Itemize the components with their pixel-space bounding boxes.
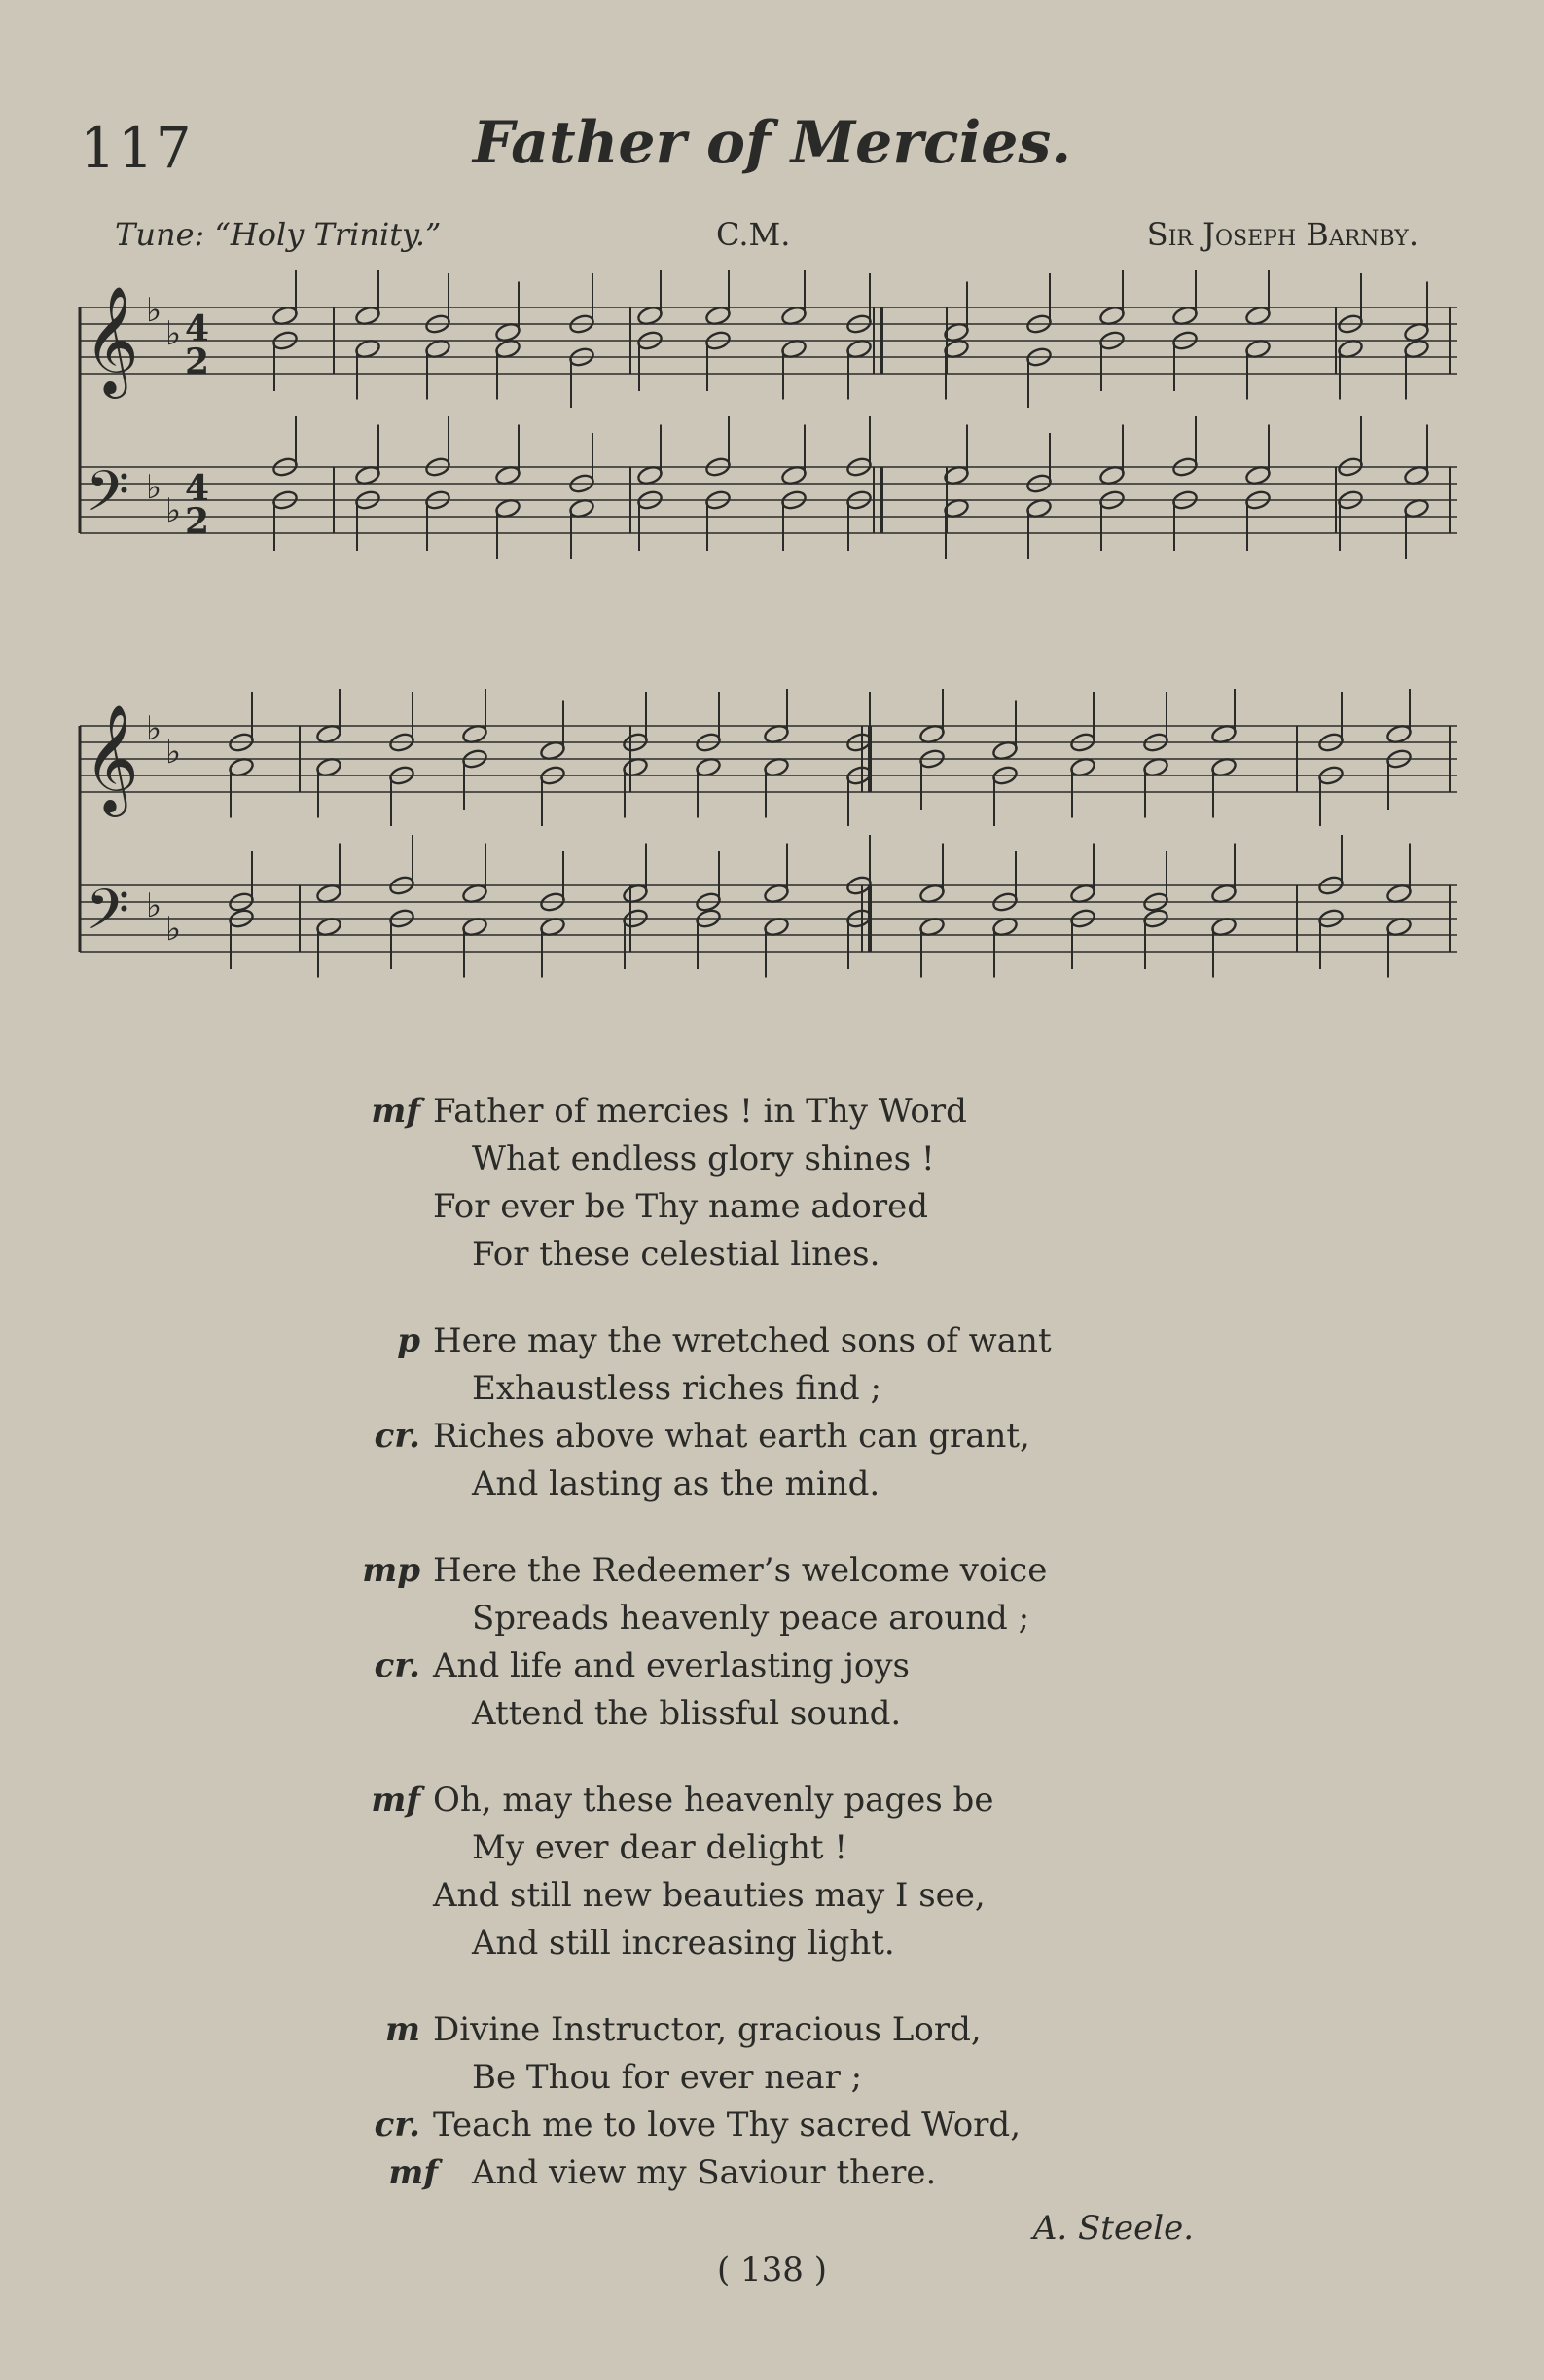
lyric-text: Exhaustless riches find ;	[472, 1369, 881, 1408]
lyric-line	[360, 1365, 1236, 1413]
lyric-line	[360, 2006, 1236, 2054]
lyric-text: What endless glory shines !	[472, 1139, 935, 1178]
lyric-text: Attend the blissful sound.	[472, 1694, 902, 1733]
flat-icon: ♭	[146, 886, 162, 925]
lyric-line	[360, 1460, 1236, 1508]
lyric-line	[360, 1088, 1236, 1136]
lyric-line	[360, 1920, 1236, 1967]
flat-icon: ♭	[165, 491, 182, 530]
lyric-text: And still new beauties may I see,	[433, 1876, 986, 1915]
music-score-system-1	[76, 270, 1467, 621]
stanza	[360, 1088, 1236, 1279]
lyric-line	[360, 1547, 1236, 1595]
bass-clef-icon: 𝄢	[86, 877, 130, 956]
meter: C.M.	[716, 216, 791, 253]
lyric-text: Here the Redeemer’s welcome voice	[433, 1551, 1048, 1590]
lyric-text: Oh, may these heavenly pages be	[433, 1781, 994, 1820]
flat-icon: ♭	[165, 733, 182, 772]
lyric-line	[360, 1690, 1236, 1738]
flat-icon: ♭	[146, 468, 162, 507]
lyric-text: Teach me to love Thy sacred Word,	[433, 2106, 1021, 2145]
stanza	[360, 1777, 1236, 1967]
bass-clef-icon: 𝄢	[86, 458, 130, 538]
lyric-text: And lasting as the mind.	[472, 1464, 880, 1503]
lyric-line	[360, 1231, 1236, 1279]
time-signature-top: 4	[185, 308, 210, 349]
dynamic-marking: m	[385, 2010, 420, 2049]
composer: Sir Joseph Barnby.	[1146, 216, 1418, 253]
dynamic-marking: p	[397, 1321, 420, 1360]
music-score-system-2	[76, 689, 1467, 1039]
lyric-text: Riches above what earth can grant,	[433, 1417, 1030, 1456]
flat-icon: ♭	[165, 910, 182, 949]
lyric-line	[360, 1642, 1236, 1690]
page-number: ( 138 )	[716, 2251, 828, 2290]
time-signature-bottom: 2	[185, 501, 210, 542]
stanza	[360, 1547, 1236, 1738]
time-signature-bottom: 2	[185, 342, 210, 382]
hymn-title: Father of Mercies.	[472, 109, 1072, 177]
dynamic-marking: mp	[362, 1551, 420, 1590]
lyric-line	[360, 1872, 1236, 1920]
hymn-number: 117	[80, 115, 194, 181]
treble-clef-icon: 𝄞	[84, 703, 139, 812]
flat-icon: ♭	[146, 291, 162, 330]
music-score-svg-2	[76, 689, 1467, 1039]
lyric-text: And still increasing light.	[472, 1924, 895, 1963]
flat-icon: ♭	[165, 314, 182, 353]
bass-staff	[80, 416, 1457, 559]
lyric-line	[360, 1183, 1236, 1231]
dynamic-marking: mf	[388, 2153, 438, 2192]
music-score-svg-1	[76, 270, 1467, 621]
stanza	[360, 2006, 1236, 2197]
lyric-text: Here may the wretched sons of want	[433, 1321, 1052, 1360]
tune-info	[115, 216, 1418, 255]
lyric-line	[360, 2102, 1236, 2149]
lyric-text: And life and everlasting joys	[433, 1646, 910, 1685]
treble-staff	[80, 689, 1457, 826]
lyric-text: Be Thou for ever near ;	[472, 2058, 863, 2097]
treble-staff	[80, 270, 1457, 408]
lyric-line	[360, 2054, 1236, 2102]
lyric-text: For these celestial lines.	[472, 1235, 880, 1274]
lyric-text: Divine Instructor, gracious Lord,	[433, 2010, 982, 2049]
time-signature-top: 4	[185, 468, 210, 509]
lyric-line	[360, 1777, 1236, 1824]
lyric-text: Father of mercies ! in Thy Word	[433, 1092, 967, 1131]
dynamic-marking: cr.	[374, 2106, 420, 2145]
hymn-lyrics	[360, 1088, 1236, 2236]
lyric-text: And view my Saviour there.	[472, 2153, 937, 2192]
lyric-line	[360, 1413, 1236, 1460]
dynamic-marking: cr.	[374, 1417, 420, 1456]
treble-clef-icon: 𝄞	[84, 285, 139, 394]
flat-icon: ♭	[146, 709, 162, 748]
lyric-line	[360, 1317, 1236, 1365]
dynamic-marking: cr.	[374, 1646, 420, 1685]
lyric-line	[360, 2149, 1236, 2197]
lyric-text: Spreads heavenly peace around ;	[472, 1599, 1030, 1638]
dynamic-marking: mf	[371, 1781, 420, 1820]
stanza	[360, 1317, 1236, 1508]
author: A. Steele.	[1032, 2209, 1194, 2248]
lyric-line	[360, 1136, 1236, 1183]
lyric-text: My ever dear delight !	[472, 1828, 847, 1867]
lyric-text: For ever be Thy name adored	[433, 1187, 929, 1226]
bass-staff	[80, 835, 1457, 978]
lyric-line	[360, 1595, 1236, 1642]
dynamic-marking: mf	[371, 1092, 420, 1131]
tune-name: Tune: “Holy Trinity.”	[115, 216, 442, 253]
lyric-line	[360, 1824, 1236, 1872]
